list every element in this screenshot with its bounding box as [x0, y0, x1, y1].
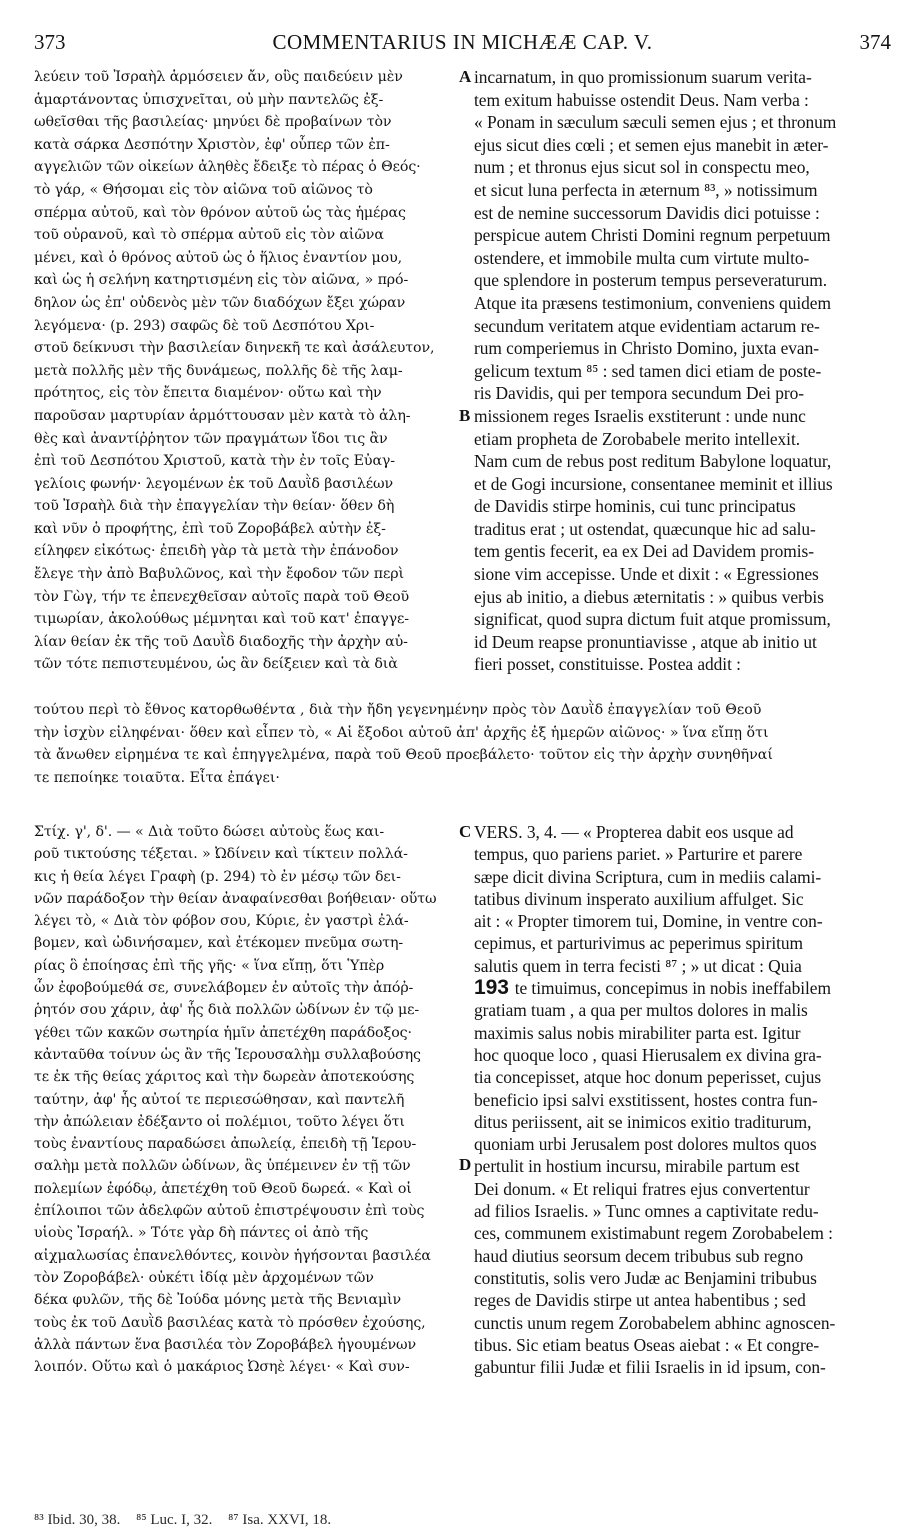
latin-line: ces, communem existimabunt regem Zorobabelem : — [474, 1223, 833, 1244]
column-number-marker: 193 — [474, 977, 515, 1000]
latin-line: cunctis unum regem Zorobabelem abhinc agnoscen- — [474, 1312, 836, 1333]
greek-line: τιμωρίαν, ἀκολούθως μέμνηται καὶ τοῦ κατ' ἐπαγγε- — [34, 611, 409, 628]
greek-line: γελίοις φωνήν· λεγομένων ἐκ τοῦ Δαυῒδ βασιλέων — [34, 475, 394, 492]
latin-line: gelicum textum ⁸⁵ : sed tamen dici etiam de poste- — [474, 360, 822, 381]
greek-line: αἰχμαλωσίας ἐπανελθόντες, κοινὸν ἡγήσονται βασιλέα — [34, 1247, 431, 1264]
latin-line: hoc quoque loco , quasi Hierusalem ex divina gra- — [474, 1044, 822, 1065]
greek-line: στοῦ δείκνυσι τὴν βασιλείαν διηνεκῆ τε καὶ ἀσάλευτον, — [34, 340, 435, 357]
greek-line: τὸ γάρ, « Θήσομαι εἰς τὸν αἰῶνα τοῦ αἰῶνος τὸ — [34, 181, 373, 198]
margin-marker-a: A — [459, 67, 472, 86]
page-header — [34, 30, 891, 60]
latin-line: haud diutius seorsum decem tribubus sub regno — [474, 1245, 804, 1266]
latin-line: ditus periissent, ait se inimicos exitio traditurum, — [474, 1111, 812, 1132]
greek-line: τὸν Γὼγ, τήν τε ἐπενεχθεῖσαν αὐτοῖς παρὰ τοῦ Θεοῦ — [34, 588, 410, 605]
margin-marker-c: C — [459, 822, 472, 841]
page-number-right: 374 — [859, 30, 891, 54]
greek-line: τὰ ἄνωθεν εἰρημένα τε καὶ ἐπηγγελμένα, παρὰ τοῦ Θεοῦ προεβάλετο· τοῦτον εἰς τὴν ἀρχὴν συνηθῆναί — [34, 747, 773, 764]
latin-line: rum comperiemus in Christo Domino, juxta evan- — [474, 338, 819, 359]
greek-line: τὴν ἰσχὺν εἰληφέναι· ὅθεν καὶ εἶπεν τὸ, « Αἱ ἔξοδοι αὐτοῦ ἀπ' ἀρχῆς ἐξ ἡμερῶν αἰῶνος· » ἵνα εἴπῃ ὅτι — [34, 724, 769, 741]
greek-line: ἁμαρτάνοντας ὑπισχνεῖται, οὐ μὴν παντελῶς ἐξ- — [34, 91, 384, 108]
footnote-85: ⁸⁵ Luc. I, 32. — [136, 1512, 213, 1528]
latin-line: secundum veritatem atque evidentiam actarum re- — [474, 315, 820, 336]
greek-line: λοιπόν. Οὕτω καὶ ὁ μακάριος Ὠσηὲ λέγει· « Καὶ συν- — [34, 1359, 410, 1376]
greek-column-section-1 — [34, 66, 457, 676]
latin-column-section-1 — [474, 66, 898, 676]
greek-line: ωθεῖσθαι τῆς βασιλείας· μηνύει δὲ προβαίνων τὸν — [34, 114, 392, 131]
latin-line: ait : « Propter timorem tui, Domine, in ventre con- — [474, 911, 823, 932]
latin-line: ejus sicut dies cœli ; et semen ejus manebit in æter- — [474, 134, 829, 155]
latin-line: incarnatum, in quo promissionum suarum verita- — [474, 67, 812, 87]
latin-line: significat, quod supra dictum fuit atque promissum, — [474, 609, 831, 630]
latin-line: ris Davidis, qui per tempora secundum Dei pro- — [474, 383, 804, 404]
greek-line: μετὰ πολλῆς μὲν τῆς δυνάμεως, πολλῆς δὲ τῆς λαμ- — [34, 362, 403, 379]
margin-marker-d: D — [459, 1155, 472, 1174]
latin-line: et sicut luna perfecta in æternum ⁸³, » notissimum — [474, 179, 818, 200]
latin-line: VERS. 3, 4. — « Propterea dabit eos usque ad — [474, 822, 794, 842]
greek-line: μένει, καὶ ὁ θρόνος αὐτοῦ ὡς ὁ ἥλιος ἐναντίον μου, — [34, 249, 403, 266]
greek-line: ρίας ὃ ἐποίησας ἐπὶ τῆς γῆς· « ἵνα εἴπῃ, ὅτι Ὑπὲρ — [34, 957, 385, 974]
latin-line — [474, 977, 898, 999]
latin-line: gabuntur filii Judæ et filii Israelis in id ipsum, con- — [474, 1357, 826, 1378]
greek-line: τοὺς ἐναντίους παραδώσει ἀπωλείᾳ, ἐπειδὴ τῇ Ἱερου- — [34, 1136, 417, 1153]
greek-line: πολεμίων ἐφόδῳ, ἀπετέχθη τοῦ Θεοῦ δωρεά. « Καὶ οἱ — [34, 1180, 412, 1197]
greek-full-width-paragraph — [34, 699, 898, 789]
greek-line: λεύειν τοῦ Ἰσραὴλ ἁρμόσειεν ἄν, οὓς παιδεύειν μὲν — [34, 69, 403, 85]
latin-line: quoniam urbi Jerusalem post dolores multos quos — [474, 1134, 817, 1155]
latin-line: tatibus divinum insperato auxilium affulget. Sic — [474, 888, 804, 909]
latin-line: de Davidis stirpe hominis, cui tunc principatus — [474, 496, 796, 517]
greek-line: νῶν παράδοξον τὴν θείαν ἀναφαίνεσθαι βοήθειαν· οὕτω — [34, 890, 437, 907]
greek-line: λέγει τὸ, « Διὰ τὸν φόβον σου, Κύριε, ἐν γαστρὶ ἐλά- — [34, 913, 409, 930]
greek-line: καὶ ὡς ἡ σελήνη κατηρτισμένη εἰς τὸν αἰῶνα, » πρό- — [34, 272, 409, 289]
greek-line: βομεν, καὶ ὠδινήσαμεν, καὶ ἐτέκομεν πνεῦμα σωτη- — [34, 935, 404, 952]
greek-line: ἐπίλοιποι τῶν ἀδελφῶν αὐτοῦ ἐπιστρέψουσιν ἐπὶ τοὺς — [34, 1203, 425, 1220]
greek-line: Στίχ. γ', δ'. — « Διὰ τοῦτο δώσει αὐτοὺς ἕως και- — [34, 824, 385, 840]
latin-line: constitutis, solis vero Judæ ac Benjamini tribubus — [474, 1267, 817, 1288]
latin-line: salutis quem in terra fecisti ⁸⁷ ; » ut dicat : Quia — [474, 955, 802, 976]
running-title: COMMENTARIUS IN MICHÆÆ CAP. V. — [272, 30, 653, 54]
greek-line: δέκα φυλῶν, τῆς δὲ Ἰούδα μόνης μετὰ τῆς Βενιαμὶν — [34, 1292, 402, 1309]
latin-line: cepimus, et parturivimus ac peperimus spiritum — [474, 933, 804, 954]
latin-line: que splendore in posterum tempus perseveraturum. — [474, 270, 828, 291]
latin-line: tempus, quo pariens pariet. » Parturire et parere — [474, 844, 803, 865]
greek-line: τοῦ οὐρανοῦ, καὶ τὸ σπέρμα αὐτοῦ εἰς τὸν αἰῶνα — [34, 227, 384, 244]
latin-line: sione vim accepisse. Unde et dixit : « Egressiones — [474, 564, 819, 585]
greek-line: τε πεποίηκε τοιαῦτα. Εἶτα ἐπάγει· — [34, 769, 280, 786]
greek-line: ροῦ τικτούσης τέξεται. » Ὠδίνειν καὶ τίκτειν πολλά- — [34, 846, 408, 863]
latin-line: ejus ab initio, a diebus æternitatis : » quibus verbis — [474, 586, 824, 607]
latin-line: perspicue autem Christi Domini regnum perpetuum — [474, 225, 831, 246]
footnote-83: ⁸³ Ibid. 30, 38. — [34, 1512, 121, 1528]
greek-line: ῥητόν σου χάριν, ἀφ' ἧς διὰ πολλῶν ὠδίνων ἐν τῷ με- — [34, 1002, 420, 1019]
latin-line: Dei donum. « Et reliqui fratres ejus convertentur — [474, 1178, 810, 1199]
greek-line: ἀλλὰ πάντων ἕνα βασιλέα τὸν Ζοροβάβελ ἡγουμένων — [34, 1336, 417, 1353]
latin-line: pertulit in hostium incursu, mirabile partum est — [474, 1156, 800, 1177]
greek-line: γέθει τῶν κακῶν σωτηρία ἡμῖν ἀπετέχθη παράδοξος· — [34, 1024, 412, 1041]
greek-line: καὶ νῦν ὁ προφήτης, ἐπὶ τοῦ Ζοροβάβελ αὐτὴν ἐξ- — [34, 520, 386, 537]
latin-column-section-2 — [474, 821, 898, 1378]
latin-line: reges de Davidis stirpe ut antea habentibus ; sed — [474, 1290, 806, 1311]
latin-line: missionem reges Israelis exstiterunt : unde nunc — [474, 405, 806, 426]
latin-line: gratiam tuam , a qua per multos dolores in malis — [474, 1000, 808, 1021]
margin-marker-b: B — [459, 406, 471, 425]
footnotes — [34, 1512, 894, 1529]
page-number-left: 373 — [34, 30, 66, 54]
greek-line: τὸν Ζοροβάβελ· οὐκέτι ἰδίᾳ μὲν ἀρχομένων τῶν — [34, 1269, 374, 1286]
latin-line: beneficio ipsi salvi exstitissent, hostes contra fun- — [474, 1089, 818, 1110]
greek-line: αγγελιῶν τῶν οἰκείων ἀληθὲς ἔδειξε τὸ πέρας ὁ Θεός· — [34, 159, 421, 176]
latin-line-text: te timuimus, concepimus in nobis ineffabilem — [514, 978, 831, 999]
greek-line: δηλον ὡς ἐπ' οὐδενὸς μὲν τῶν διαδόχων ἔξει χώραν — [34, 294, 406, 311]
latin-line: sæpe dicit divina Scriptura, cum in mediis calami- — [474, 866, 822, 887]
greek-line: ὧν ἐφοβούμεθά σε, συνελάβομεν ἐν αὐτοῖς τὴν ἀπόῤ- — [34, 980, 414, 997]
greek-column-section-2 — [34, 821, 457, 1378]
greek-line: παροῦσαν μαρτυρίαν ἁρμόττουσαν μὲν κατὰ τὸ ἀλη- — [34, 407, 411, 424]
latin-line: tia concepisset, atque hoc donum peperisset, cujus — [474, 1067, 822, 1088]
latin-line: fieri posset, constituisse. Postea addit : — [474, 654, 741, 675]
greek-line: κις ἡ θεία λέγει Γραφὴ (p. 294) τὸ ἐν μέσῳ τῶν δει- — [34, 868, 401, 885]
greek-line: ἐπὶ τοῦ Δεσπότου Χριστοῦ, κατὰ τὴν ἐν τοῖς Εὐαγ- — [34, 453, 395, 470]
latin-line: tem gentis fecerit, ea ex Dei ad Davidem promis- — [474, 541, 814, 562]
greek-line: είληφεν εἰκότως· ἐπειδὴ γὰρ τὰ μετὰ τὴν ἐπάνοδον — [34, 543, 399, 560]
greek-line: τε ἐκ τῆς θείας χάριτος καὶ τὴν δωρεὰν ἀποτεκούσης — [34, 1069, 415, 1086]
greek-line: ἔλεγε τὴν ἀπὸ Βαβυλῶνος, καὶ τὴν ἔφοδον τῶν περὶ — [34, 566, 404, 583]
latin-line: est de nemine successorum Davidis dici potuisse : — [474, 202, 820, 223]
greek-line: σαλὴμ μετὰ πολλῶν ὠδίνων, ἃς ὑπέμεινεν ἐν τῇ τῶν — [34, 1158, 411, 1175]
greek-line: τοῦ Ἰσραὴλ διὰ τὴν ἐπαγγελίαν τὴν θείαν· ὅθεν δὴ — [34, 498, 395, 515]
latin-line: tibus. Sic etiam beatus Oseas aiebat : « Et congre- — [474, 1334, 820, 1355]
greek-line: τοὺς ἐκ τοῦ Δαυῒδ βασιλέας κατὰ τὸ πρόσθεν ἐχούσης, — [34, 1314, 426, 1331]
greek-line: λίαν θείαν ἐκ τῆς τοῦ Δαυῒδ διαδοχῆς τὴν ἀρχὴν αὐ- — [34, 633, 408, 650]
greek-line: θὲς καὶ ἀναντίῤῥητον τῶν πραγμάτων ἴδοι τις ἂν — [34, 430, 388, 447]
greek-line: τὴν ἀπώλειαν ἐδέξαντο οἱ πολέμιοι, τοῦτο λέγει ὅτι — [34, 1113, 405, 1130]
latin-line: etiam propheta de Zorobabele merito intellexit. — [474, 428, 801, 449]
latin-line: tem exitum habuisse ostendit Deus. Nam verba : — [474, 89, 809, 110]
latin-line: ad filios Israelis. » Tunc omnes a captivitate redu- — [474, 1201, 819, 1222]
latin-line: Nam cum de rebus post reditum Babylone loquatur, — [474, 451, 832, 472]
latin-line: traditus erat ; ut ostendat, quæcunque hic ad salu- — [474, 518, 816, 539]
latin-line: « Ponam in sæculum sæculi semen ejus ; et thronum — [474, 112, 837, 133]
latin-line: num ; et thronus ejus sicut sol in conspectu meo, — [474, 157, 810, 178]
greek-line: τῶν τότε πεπιστευμένου, ὡς ἂν δείξειεν καὶ τὰ διὰ — [34, 656, 398, 673]
latin-line: et de Gogi incursione, consentanee meminit et illius — [474, 473, 833, 494]
latin-line: Atque ita præsens testimonium, conveniens quidem — [474, 292, 831, 313]
latin-line: ostendere, et immobile multa cum virtute multo- — [474, 247, 810, 268]
greek-line: κατὰ σάρκα Δεσπότην Χριστὸν, ἐφ' οὗπερ τῶν ἐπ- — [34, 136, 390, 153]
greek-line: ταύτην, ἀφ' ἧς αὐτοί τε περιεσώθησαν, καὶ παντελῆ — [34, 1091, 405, 1108]
greek-line: λεγόμενα· (p. 293) σαφῶς δὲ τοῦ Δεσπότου Χρι- — [34, 317, 375, 334]
greek-line: τούτου περὶ τὸ ἔθνος κατορθωθέντα , διὰ τὴν ἤδη γεγενημένην πρὸς τὸν Δαυῒδ ἐπαγγελίαν τοῦ Θεοῦ — [34, 702, 762, 718]
greek-line: κἀνταῦθα τοίνυν ὡς ἂν τῆς Ἱερουσαλὴμ συλλαβούσης — [34, 1046, 421, 1063]
greek-line: υἱοὺς Ἰσραήλ. » Τότε γὰρ δὴ πάντες οἱ ἀπὸ τῆς — [34, 1225, 369, 1242]
footnote-87: ⁸⁷ Isa. XXVI, 18. — [228, 1512, 332, 1528]
latin-line: id Deum reapse pronuntiavisse , atque ab initio ut — [474, 631, 817, 652]
greek-line: πρότητος, εἰς τὸν ἔπειτα διαμένον· οὕτω καὶ τὴν — [34, 385, 382, 402]
greek-line: σπέρμα αὐτοῦ, καὶ τὸν θρόνον αὐτοῦ ὡς τὰς ἡμέρας — [34, 204, 406, 221]
latin-line: maximis salus nobis mirabiliter parta est. Igitur — [474, 1022, 801, 1043]
